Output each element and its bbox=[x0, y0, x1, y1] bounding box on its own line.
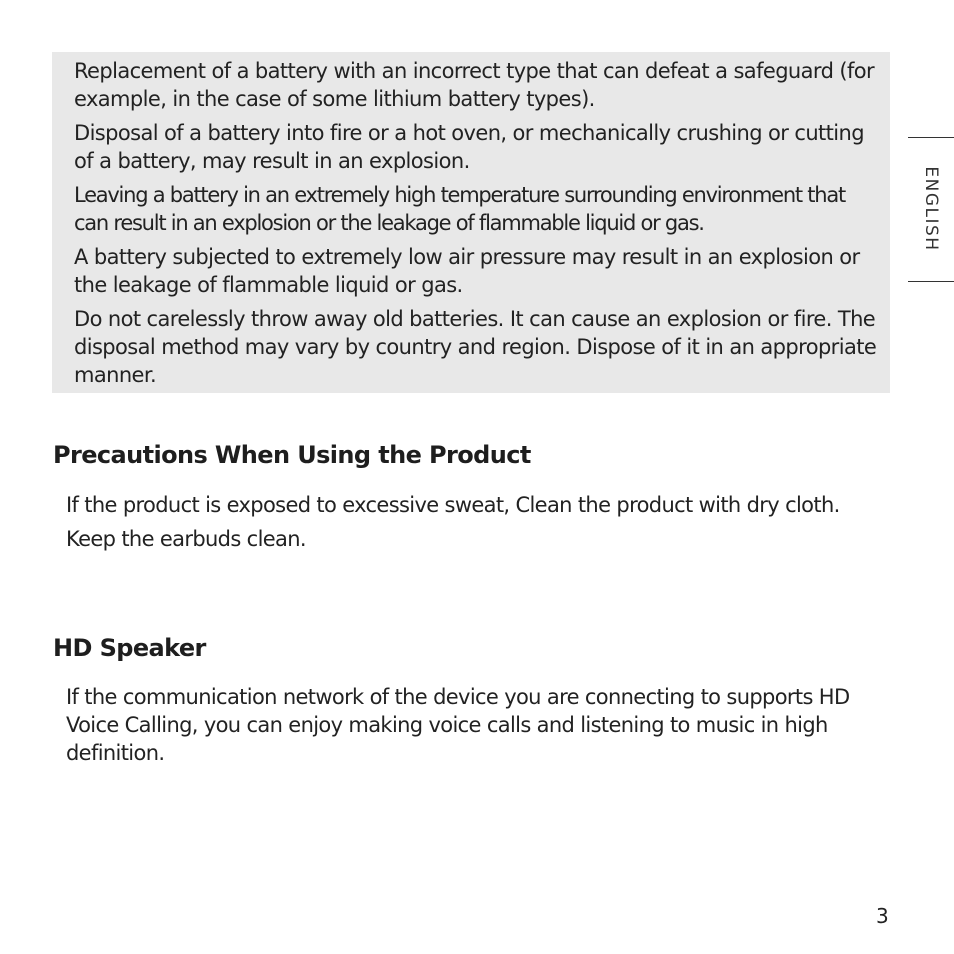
warning-item-high-temperature: Leaving a battery in an extremely high temperature surrounding environment that can result in an explosion or the leakage of flammable liquid or gas. bbox=[74, 183, 845, 235]
language-side-tab bbox=[908, 137, 954, 282]
hd-speaker-body bbox=[66, 683, 866, 767]
hd-speaker-text: If the communication network of the device you are connecting to supports HD Voice Calling, you can enjoy making voice calls and listening to music in high definition. bbox=[66, 685, 850, 765]
warning-item-low-pressure: A battery subjected to extremely low air pressure may result in an explosion or the leakage of flammable liquid or gas. bbox=[74, 245, 860, 297]
precautions-heading: Precautions When Using the Product bbox=[53, 441, 531, 469]
warning-item-disposal: Disposal of a battery into fire or a hot oven, or mechanically crushing or cutting of a battery, may result in an explosion. bbox=[74, 121, 864, 173]
warning-item-old-batteries: Do not carelessly throw away old batteries. It can cause an explosion or fire. The disposal method may vary by country and region. Dispose of it in an appropriate manner. bbox=[74, 307, 877, 387]
side-tab-top-rule bbox=[908, 137, 954, 138]
battery-warning-box bbox=[52, 52, 890, 393]
side-tab-bottom-rule bbox=[908, 281, 954, 282]
warning-item-replacement: Replacement of a battery with an incorrect type that can defeat a safeguard (for example, in the case of some lithium battery types). bbox=[74, 59, 875, 111]
precautions-line-clean: Keep the earbuds clean. bbox=[66, 527, 306, 551]
language-label: ENGLISH bbox=[921, 166, 941, 252]
hd-speaker-heading: HD Speaker bbox=[53, 634, 206, 662]
precautions-body bbox=[66, 488, 906, 556]
precautions-line-sweat: If the product is exposed to excessive sweat, Clean the product with dry cloth. bbox=[66, 493, 840, 517]
page-number: 3 bbox=[876, 904, 889, 928]
